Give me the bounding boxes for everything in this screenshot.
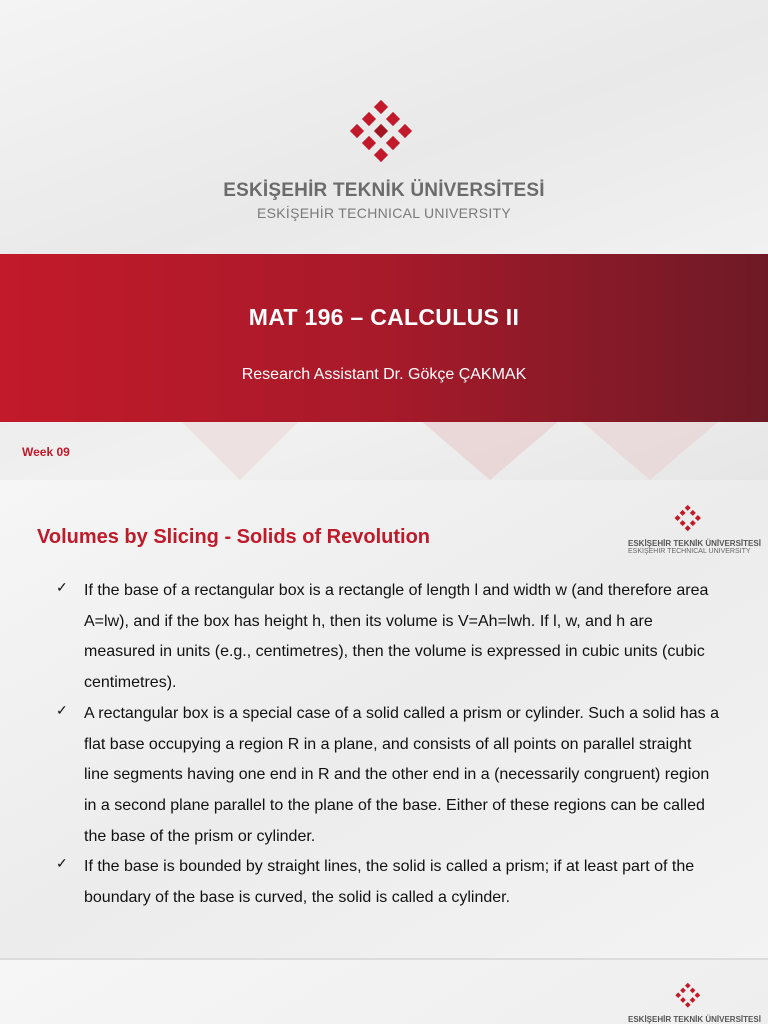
university-name-tr: ESKİŞEHİR TEKNİK ÜNİVERSİTESİ — [223, 180, 545, 201]
bullet-list — [56, 576, 720, 914]
university-name-en: ESKİŞEHİR TECHNICAL UNIVERSITY — [256, 205, 512, 221]
course-title: MAT 196 – CALCULUS II — [248, 304, 520, 330]
checkmark-icon: ✓ — [56, 701, 68, 718]
university-logo-icon — [672, 504, 706, 538]
content-slide — [0, 480, 768, 958]
checkmark-icon: ✓ — [56, 855, 68, 872]
week-label: Week 09 — [22, 445, 70, 459]
next-slide — [0, 960, 768, 1024]
university-name-tr-small: ESKİŞEHİR TEKNİK ÜNİVERSİTESİ — [628, 539, 761, 548]
title-banner — [0, 254, 768, 422]
university-logo — [0, 98, 768, 178]
university-name-en-small: ESKİŞEHİR TECHNICAL UNIVERSITY — [628, 548, 751, 555]
university-logo-small — [628, 504, 761, 555]
university-logo-icon — [673, 982, 705, 1014]
instructor-name: Research Assistant Dr. Gökçe ÇAKMAK — [241, 366, 527, 383]
university-logo-icon — [344, 98, 424, 178]
slide-title: Volumes by Slicing - Solids of Revolution — [37, 526, 430, 548]
bullet-text: If the base is bounded by straight lines, the solid is called a prism; if at least part of the boundary of the base is curved, the solid is called a cylinder. — [84, 858, 695, 907]
title-slide — [0, 0, 768, 480]
bullet-text: If the base of a rectangular box is a rectangle of length l and width w (and therefore area A=lw), and if the box has height h, then its volume is V=Ah=lwh. If l, w, and h are measured in units (e.g., centimetres), then the volume is expressed in cubic units (cubic centimetres). — [84, 582, 709, 692]
checkmark-icon: ✓ — [56, 579, 68, 595]
list-item — [56, 576, 720, 699]
university-logo-small — [628, 982, 761, 1024]
university-name-tr-small: ESKİŞEHİR TEKNİK ÜNİVERSİTESİ — [628, 1015, 761, 1024]
list-item — [56, 852, 720, 913]
bullet-text: A rectangular box is a special case of a solid called a prism or cylinder. Such a solid has a flat base occupying a region R in a plane, and consists of all points on parallel straight line segments having one end in R and the other end in a (necessarily congruent) region in a second plane parallel to the plane of the base. Either of these regions can be called the base of the prism or cylinder. — [84, 704, 719, 845]
list-item — [56, 699, 720, 853]
